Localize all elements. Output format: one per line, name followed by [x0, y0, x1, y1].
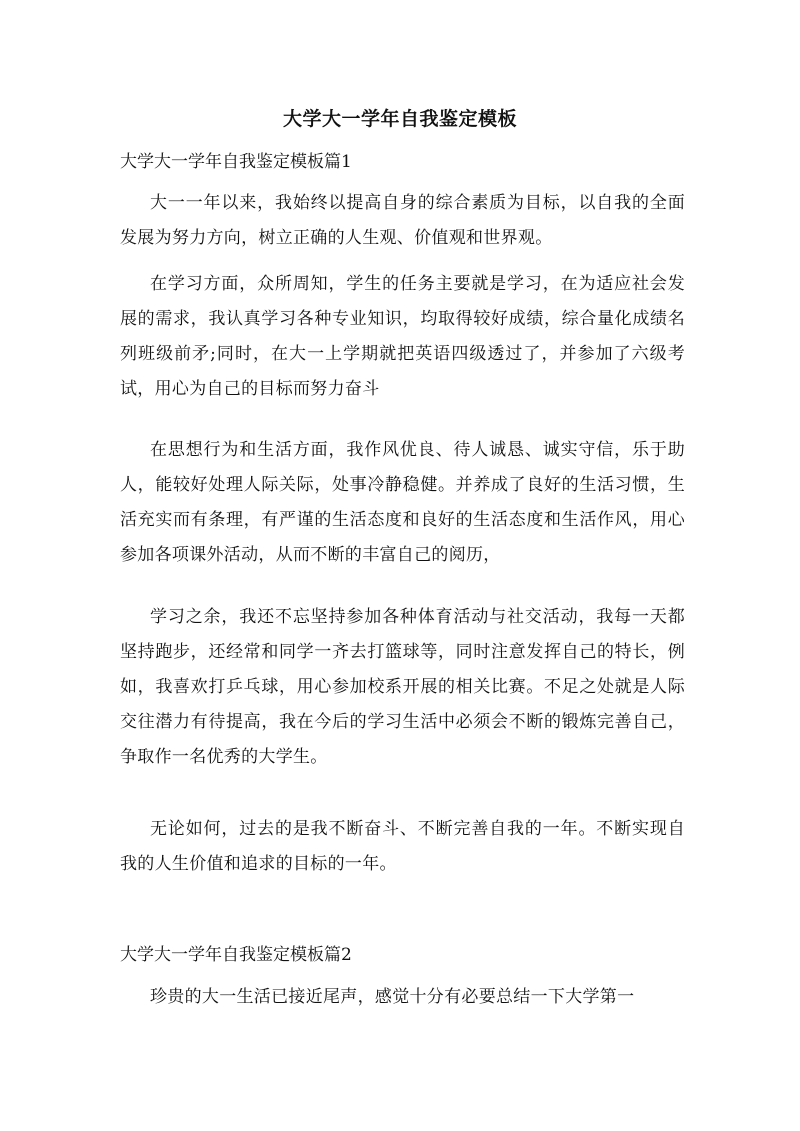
document-title: 大学大一学年自我鉴定模板 — [282, 108, 517, 130]
paragraph: 珍贵的大一生活已接近尾声，感觉十分有必要总结一下大学第一 — [150, 987, 635, 1007]
section-heading-2: 大学大一学年自我鉴定模板篇2 — [120, 945, 352, 965]
paragraph: 在思想行为和生活方面，我作风优良、待人诚恳、诚实守信，乐于助人，能较好处理人际关际，处事冷静稳健。并养成了良好的生活习惯，生活充实而有条理，有严谨的生活态度和良好的生活态度和生活作风，用心参加各项课外活动，从而不断的丰富自己的阅历， — [120, 440, 685, 565]
paragraph: 大一一年以来，我始终以提高自身的综合素质为目标，以自我的全面发展为努力方向，树立正确的人生观、价值观和世界观。 — [120, 193, 685, 248]
paragraph: 无论如何，过去的是我不断奋斗、不断完善自我的一年。不断实现自我的人生价值和追求的目标的一年。 — [120, 819, 685, 874]
paragraph: 学习之余，我还不忘坚持参加各种体育活动与社交活动，我每一天都坚持跑步，还经常和同学一齐去打篮球等，同时注意发挥自己的特长，例如，我喜欢打乒乓球，用心参加校系开展的相关比赛。不足之处就是人际交往潜力有待提高，我在今后的学习生活中必须会不断的锻炼完善自己，争取作一名优秀的大学生。 — [120, 607, 685, 767]
section-heading-1: 大学大一学年自我鉴定模板篇1 — [120, 152, 352, 172]
paragraph: 在学习方面，众所周知，学生的任务主要就是学习，在为适应社会发展的需求，我认真学习各种专业知识，均取得较好成绩，综合量化成绩名列班级前矛;同时，在大一上学期就把英语四级透过了，并参加了六级考试，用心为自己的目标而努力奋斗 — [120, 274, 685, 399]
